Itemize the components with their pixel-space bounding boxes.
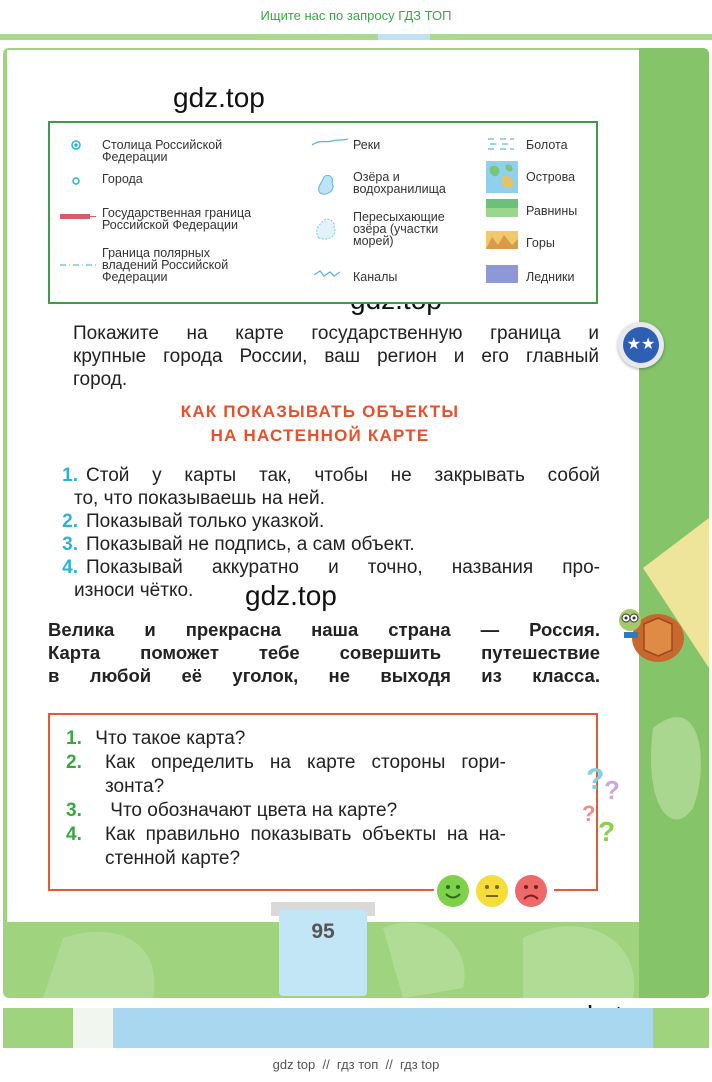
question-item: [66, 727, 506, 751]
capital-dot-icon: [70, 139, 82, 151]
question-item: [66, 823, 506, 847]
rule-number: 1.: [62, 465, 78, 486]
question-number: 2.: [66, 752, 82, 773]
legend-label: Ледники: [526, 270, 575, 284]
rule-continuation: то, что показываешь на ней.: [74, 488, 325, 509]
legend-label: Города: [102, 172, 143, 186]
rule-number: 2.: [62, 511, 78, 532]
legend-label: Реки: [353, 138, 381, 152]
rule-item: [48, 533, 600, 556]
questions-box: [48, 713, 620, 891]
rule-item: [48, 556, 600, 579]
neutral-face-icon[interactable]: [475, 874, 509, 908]
rule-number: 3.: [62, 534, 78, 555]
top-strip: [0, 34, 712, 40]
legend-label: Горы: [526, 236, 555, 250]
question-number: 4.: [66, 824, 82, 845]
rule-text: Показывай не подпись, а сам объект.: [86, 534, 415, 555]
svg-text:?: ?: [604, 775, 620, 805]
next-page-strip: [3, 1008, 709, 1048]
top-strip-tab: [378, 34, 430, 40]
rule-text: Показывай только указкой.: [86, 511, 325, 532]
question-text: Как правильно показывать объекты на на-: [105, 824, 506, 845]
summary-line: Велика и прекрасна наша страна — Россия.: [48, 619, 600, 640]
heading-line: НА НАСТЕННОЙ КАРТЕ: [210, 426, 430, 445]
question-text: Что такое карта?: [95, 728, 246, 749]
question-marks-icon: [582, 761, 630, 843]
rule-item: [48, 464, 600, 487]
stars-icon: ★★: [623, 327, 659, 363]
question-item: [66, 751, 506, 775]
question-text: Что обозначают цвета на карте?: [110, 800, 398, 821]
question-number: 1.: [66, 728, 82, 749]
watermark: gdz.top: [173, 82, 265, 113]
legend-label: Каналы: [353, 270, 398, 284]
svg-text:?: ?: [586, 763, 605, 796]
footer[interactable]: [0, 1050, 712, 1082]
lake-icon: [316, 173, 338, 197]
happy-face-icon[interactable]: [436, 874, 470, 908]
canal-icon: [314, 269, 340, 279]
section-heading: [100, 400, 540, 448]
rule-number: 4.: [62, 557, 78, 578]
river-icon: [312, 137, 348, 147]
rule-text: Показывай аккуратно и точно, названия про-: [86, 557, 600, 578]
question-continuation: зонта?: [105, 776, 165, 797]
legend-label: Граница полярных владений Российской Федерации: [102, 246, 229, 284]
summary-line: Карта поможет тебе совершить путешествие: [48, 642, 600, 663]
island-icon: [486, 161, 518, 193]
summary-line: в любой её уголок, не выходя из класса.: [48, 665, 600, 686]
rule-text: Стой у карты так, чтобы не закрывать собой: [86, 465, 600, 486]
task-paragraph: [73, 322, 599, 391]
question-continuation: стенной карте?: [105, 848, 241, 869]
summary-paragraph: [48, 618, 600, 687]
legend-label: Столица Российской Федерации: [102, 138, 223, 164]
polar-border-icon: [60, 263, 96, 267]
legend-label: Государственная граница Российской Федерации: [102, 206, 252, 232]
top-banner-text[interactable]: Ищите нас по запросу ГДЗ ТОП: [260, 8, 452, 23]
task-line: город.: [73, 369, 128, 390]
legend-label: Болота: [526, 138, 568, 152]
question-number: 3.: [66, 800, 82, 821]
sad-face-icon[interactable]: [514, 874, 548, 908]
self-assessment-smileys: [434, 872, 554, 910]
svg-text:?: ?: [582, 801, 596, 826]
rule-continuation: износи чётко.: [74, 580, 194, 601]
top-banner[interactable]: [0, 0, 712, 34]
question-text: Как определить на карте стороны гори-: [105, 752, 506, 773]
turtle-mascot-icon: [614, 598, 686, 670]
legend-label: Пересыхающие озёра (участки морей): [353, 210, 445, 248]
plain-icon: [486, 199, 518, 217]
svg-text:?: ?: [598, 816, 616, 843]
legend-label: Острова: [526, 170, 576, 184]
star-task-button[interactable]: [618, 322, 664, 368]
watermark: gdz.top: [245, 580, 337, 611]
swamp-icon: [486, 135, 516, 151]
city-dot-icon: [71, 176, 81, 186]
heading-line: КАК ПОКАЗЫВАТЬ ОБЪЕКТЫ: [180, 402, 460, 421]
task-line: крупные города России, ваш регион и его главный: [73, 346, 599, 367]
questions-list: [66, 727, 506, 871]
question-item: [66, 799, 506, 823]
drying-lake-icon: [314, 216, 340, 242]
legend-label: Равнины: [526, 204, 578, 218]
glacier-icon: [486, 265, 518, 283]
next-page-white-block: [73, 1008, 115, 1048]
mountain-icon: [486, 231, 518, 249]
rule-item: [48, 510, 600, 533]
state-border-icon: [60, 213, 96, 221]
legend-label: Озёра и водохранилища: [353, 170, 446, 196]
page-number: 95: [311, 920, 335, 943]
next-page-blue-block: [113, 1008, 653, 1048]
footer-links[interactable]: gdz top // гдз топ // гдз top: [272, 1057, 440, 1072]
rules-list: [48, 464, 600, 602]
map-legend: [48, 121, 598, 304]
task-line: Покажите на карте государственную граница и: [73, 323, 599, 344]
